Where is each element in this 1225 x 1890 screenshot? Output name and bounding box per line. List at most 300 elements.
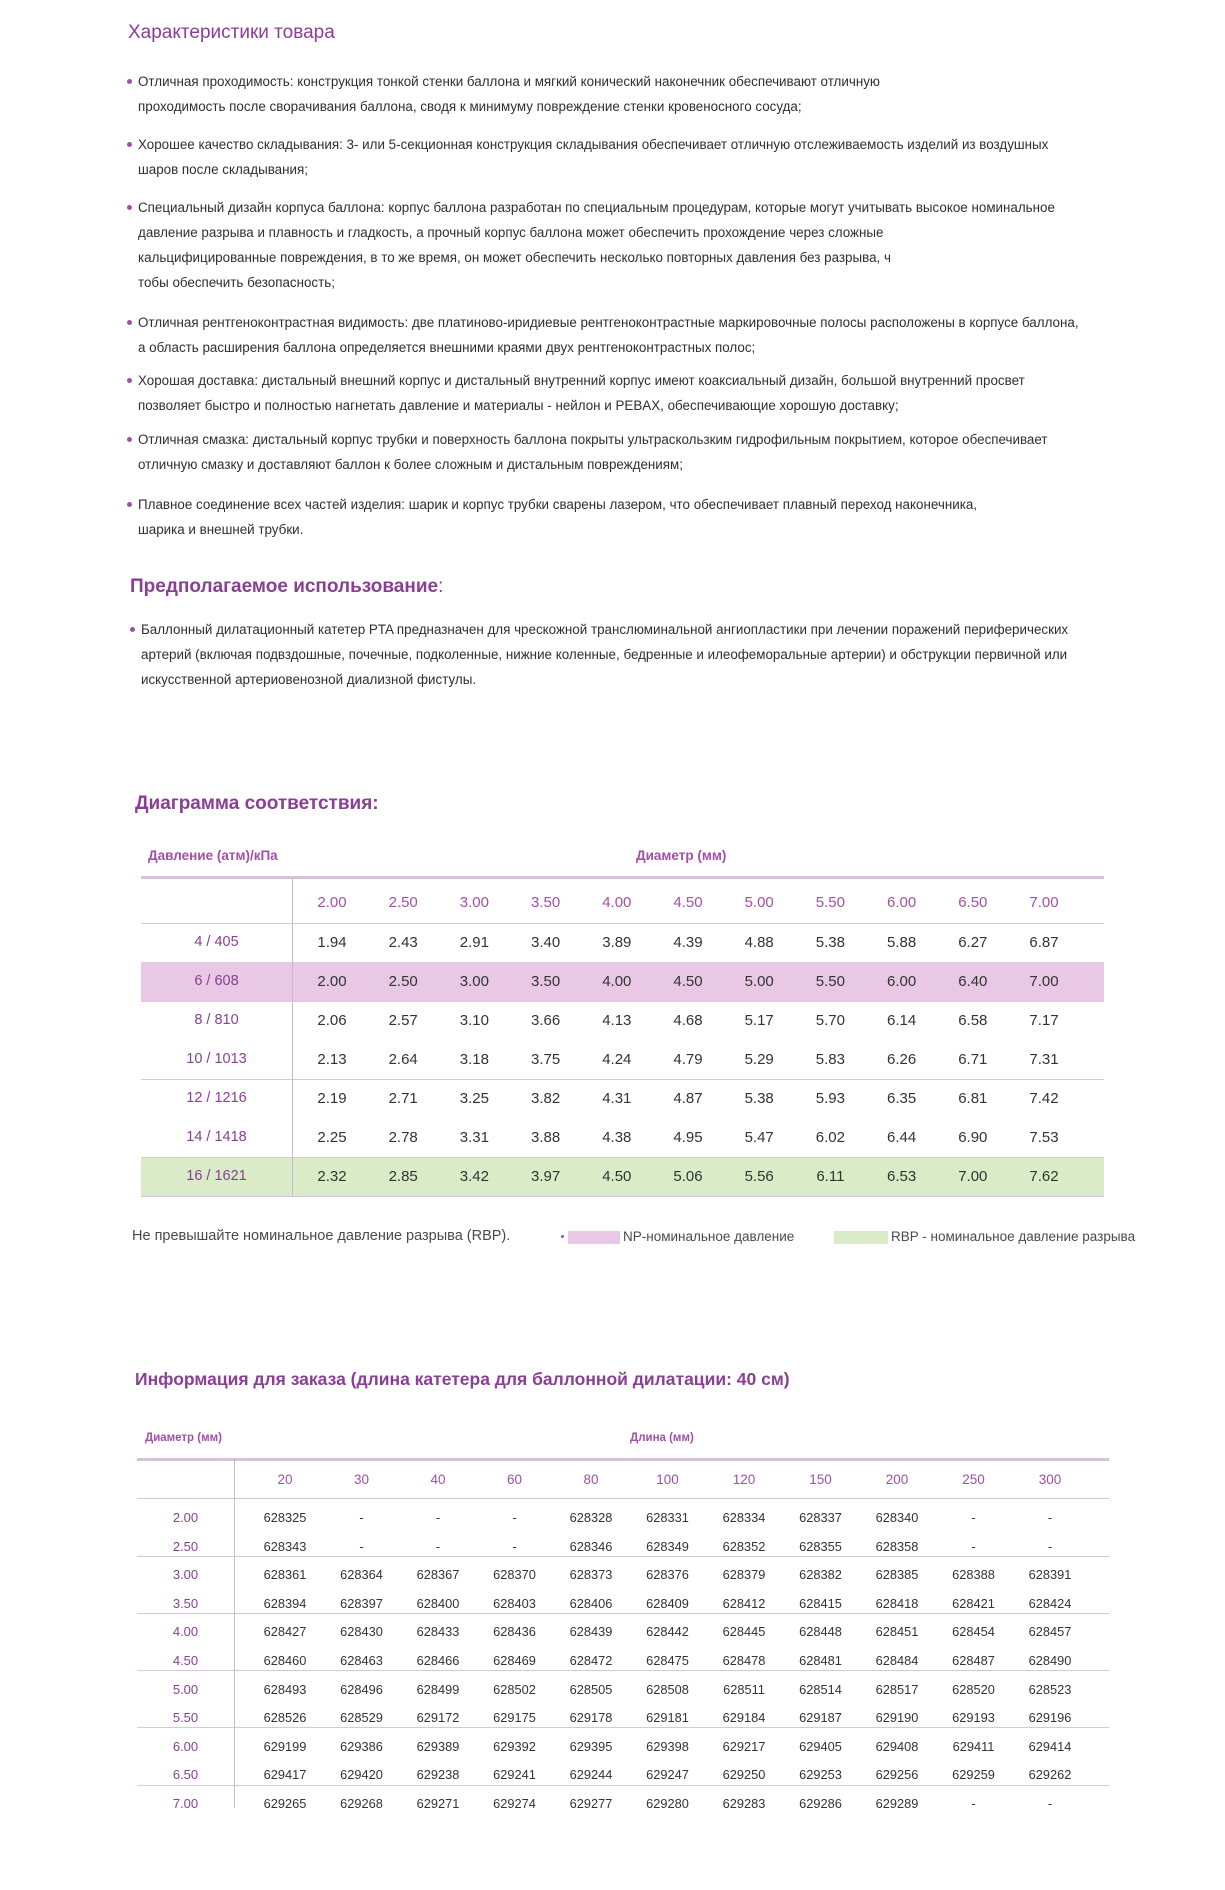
order-code: 628496 [340, 1681, 383, 1697]
compliance-value: 3.00 [459, 973, 489, 990]
order-code: 628487 [952, 1653, 995, 1668]
order-code: 628490 [1028, 1653, 1072, 1668]
compliance-table [141, 838, 1104, 1198]
compliance-value: 2.57 [388, 1012, 418, 1029]
length-header: 150 [809, 1472, 832, 1487]
intended-use-line: артерий (включая подвздошные, почечные, подколенные, нижние коленные, бедренные и илеофеморальные артерии) и обструкции первичной или [141, 647, 1068, 662]
order-code: 629175 [493, 1710, 536, 1726]
diameter-header: 2.50 [388, 894, 418, 911]
intended-use-line: Баллонный дилатационный катетер PTA предназначен для чрескожной транслюминальной ангиопластики при лечении поражений периферических [141, 622, 1069, 637]
bullet-dot [127, 502, 132, 507]
compliance-value: 6.87 [1029, 934, 1059, 951]
feature-bullet [138, 492, 977, 542]
bullet-dot [130, 627, 135, 632]
intended-use-colon: : [438, 576, 444, 597]
compliance-value: 5.56 [744, 1168, 774, 1185]
order-code: 628409 [646, 1595, 689, 1611]
order-code: 629178 [569, 1710, 613, 1726]
order-code: 628421 [952, 1595, 995, 1611]
compliance-value: 3.50 [530, 973, 561, 990]
compliance-value: 4.13 [602, 1012, 632, 1029]
compliance-value: 3.75 [530, 1051, 561, 1068]
feature-line: Отличная рентгеноконтрастная видимость: две платиново-иридиевые рентгеноконтрастные маркировочные полосы расположены в корпусе баллона, [138, 315, 1079, 330]
order-code: 628472 [569, 1653, 613, 1668]
np-swatch [568, 1231, 620, 1244]
order-code: 628430 [340, 1624, 383, 1640]
compliance-value: 5.93 [815, 1090, 845, 1107]
feature-line: Хорошая доставка: дистальный внешний корпус и дистальный внутренний корпус имеют коаксиальный дизайн, большой внутренний просвет [138, 373, 1025, 388]
pressure-cell: 12 / 1216 [186, 1090, 247, 1106]
order-code: 628334 [722, 1510, 766, 1525]
order-heading: Информация для заказа (длина катетера для баллонной дилатации: 40 см) [135, 1369, 790, 1389]
order-length-label: Длина (мм) [630, 1432, 694, 1444]
row-rule [137, 1556, 1109, 1557]
pressure-label: Давление (атм)/кПа [148, 848, 278, 863]
order-code: 628505 [569, 1681, 613, 1697]
feature-line: Хорошее качество складывания: 3- или 5-секционная конструкция складывания обеспечивает отличную отслеживаемость изделий из воздушных [138, 137, 1049, 152]
order-code: 629386 [340, 1738, 383, 1754]
order-code: 629280 [646, 1796, 689, 1811]
compliance-value: 4.95 [673, 1129, 703, 1146]
order-code: 629217 [722, 1738, 766, 1754]
length-header: 120 [732, 1472, 756, 1487]
table-top-rule [137, 1458, 1109, 1461]
order-code: 629259 [952, 1767, 995, 1783]
order-code: 628373 [569, 1567, 613, 1583]
compliance-value: 5.17 [744, 1012, 774, 1029]
feature-line: позволяет быстро и полностью нагнетать давление и материалы - нейлон и PEBAX, обеспечивающие хорошую доставку; [138, 398, 899, 413]
compliance-value: 7.42 [1029, 1090, 1059, 1107]
row-rule [137, 1785, 1109, 1786]
feature-bullet [138, 132, 1048, 182]
order-code: 629408 [875, 1738, 919, 1754]
order-code: 628349 [646, 1538, 689, 1554]
order-code: 628457 [1028, 1624, 1072, 1640]
length-header: 20 [277, 1472, 293, 1487]
compliance-value: 4.31 [602, 1090, 632, 1107]
compliance-value: 5.47 [744, 1129, 774, 1146]
order-code: 628454 [952, 1624, 995, 1640]
pressure-cell: 6 / 608 [194, 973, 239, 989]
feature-bullet [138, 69, 880, 119]
compliance-value: 5.38 [744, 1090, 774, 1107]
table-top-rule [141, 876, 1104, 879]
diameter-cell: 7.00 [172, 1796, 199, 1811]
rbp-note: Не превышайте номинальное давление разрыва (RBP). [132, 1228, 511, 1244]
order-code: - [512, 1510, 517, 1525]
order-code: 628370 [493, 1567, 536, 1583]
order-code: 629172 [416, 1710, 460, 1726]
length-header: 60 [506, 1472, 523, 1487]
feature-line: шарика и внешней трубки. [138, 522, 304, 537]
compliance-value: 5.83 [815, 1051, 845, 1068]
order-code: 628448 [799, 1624, 842, 1640]
compliance-value: 3.10 [459, 1012, 489, 1029]
order-code: - [971, 1796, 976, 1811]
compliance-value: 6.58 [958, 1012, 988, 1029]
compliance-value: 5.38 [815, 934, 845, 951]
diameter-header: 4.00 [602, 894, 632, 911]
compliance-value: 2.13 [317, 1051, 347, 1068]
order-code: - [1047, 1538, 1053, 1554]
row-rule [137, 1498, 1109, 1499]
order-code: 629398 [646, 1738, 689, 1754]
compliance-value: 6.44 [886, 1129, 917, 1146]
compliance-value: 5.70 [815, 1012, 845, 1029]
order-code: 629414 [1028, 1738, 1072, 1754]
order-code: 628382 [799, 1567, 842, 1583]
order-code: 629199 [263, 1738, 307, 1754]
bullet-dot [127, 437, 132, 442]
order-code: 628406 [569, 1595, 613, 1611]
compliance-value: 2.64 [388, 1051, 418, 1068]
compliance-value: 4.79 [673, 1051, 703, 1068]
compliance-value: 1.94 [317, 934, 347, 951]
feature-line: кальцифицированные повреждения, в то же время, он может обеспечить несколько повторных давления без разрыва, ч [138, 250, 891, 265]
feature-line: давление разрыва и плавность и гладкость, а прочный корпус баллона может обеспечить прохождение через сложные [138, 225, 884, 240]
bullet-dot [127, 378, 132, 383]
length-header: 30 [353, 1472, 370, 1487]
column-rule [292, 878, 293, 1196]
order-code: 628445 [722, 1624, 766, 1640]
row-rule [141, 923, 1104, 924]
order-code: 628418 [875, 1595, 919, 1611]
diameter-cell: 4.00 [172, 1624, 199, 1640]
order-code: 628478 [722, 1653, 766, 1668]
order-code: 628331 [646, 1510, 689, 1525]
order-code: 628343 [263, 1538, 307, 1554]
row-rule [141, 1157, 1104, 1158]
row-rule [141, 1079, 1104, 1080]
diameter-header: 6.50 [958, 894, 988, 911]
order-code: 629411 [952, 1738, 995, 1754]
diameter-header: 5.50 [815, 894, 845, 911]
compliance-value: 2.43 [388, 934, 418, 951]
order-code: 629253 [799, 1767, 842, 1783]
order-code: 628517 [875, 1681, 919, 1697]
diameter-cell: 6.00 [172, 1738, 199, 1754]
order-code: 629262 [1028, 1767, 1072, 1783]
bullet-dot [127, 79, 132, 84]
rbp-swatch [834, 1231, 888, 1244]
diameter-label: Диаметр (мм) [636, 848, 727, 863]
feature-line: Специальный дизайн корпуса баллона: корпус баллона разработан по специальным процедурам, которые могут учитывать высокое номинальное [138, 200, 1055, 215]
diameter-cell: 4.50 [172, 1653, 199, 1668]
order-code: 628394 [263, 1595, 307, 1611]
compliance-value: 7.00 [1029, 973, 1059, 990]
order-code: - [435, 1538, 441, 1554]
order-code: 628466 [416, 1653, 460, 1668]
compliance-value: 3.97 [530, 1168, 561, 1185]
pressure-cell: 16 / 1621 [186, 1168, 247, 1184]
order-code: 629187 [799, 1710, 842, 1726]
row-rule [137, 1613, 1109, 1614]
order-code: 629389 [416, 1738, 460, 1754]
order-code: 628364 [340, 1567, 383, 1583]
order-code: 629417 [263, 1767, 307, 1783]
compliance-value: 6.71 [958, 1051, 988, 1068]
order-code: 628460 [263, 1653, 307, 1668]
order-code: 629190 [875, 1710, 919, 1726]
order-code: - [971, 1538, 976, 1554]
order-code: 629238 [416, 1767, 460, 1783]
order-code: 628412 [722, 1595, 766, 1611]
diameter-cell: 5.00 [172, 1681, 199, 1697]
order-code: 628439 [569, 1624, 613, 1640]
bullet-dot [127, 320, 132, 325]
order-code: 628346 [569, 1538, 613, 1554]
compliance-value: 4.00 [602, 973, 632, 990]
order-code: 629193 [952, 1710, 995, 1726]
compliance-value: 2.85 [388, 1168, 418, 1185]
compliance-value: 3.66 [530, 1012, 561, 1029]
diameter-header: 3.50 [530, 894, 561, 911]
order-code: 628526 [263, 1710, 307, 1726]
feature-bullet [138, 368, 1025, 418]
order-code: 628508 [646, 1681, 689, 1697]
compliance-value: 2.19 [317, 1090, 347, 1107]
row-rule [141, 1001, 1104, 1002]
order-code: - [971, 1510, 976, 1525]
order-code: 629244 [569, 1767, 613, 1783]
order-code: 629392 [493, 1738, 536, 1754]
compliance-value: 2.32 [317, 1168, 347, 1185]
bullet-dot [127, 205, 132, 210]
compliance-value: 6.53 [886, 1168, 917, 1185]
order-code: 628502 [493, 1681, 536, 1697]
column-rule [234, 1458, 235, 1808]
length-header: 200 [885, 1472, 909, 1487]
features-heading: Характеристики товара [128, 22, 335, 43]
order-code: 628325 [263, 1510, 307, 1525]
order-code: 628376 [646, 1567, 689, 1583]
order-code: 629271 [416, 1796, 460, 1811]
order-code: 629241 [493, 1767, 536, 1783]
compliance-value: 5.29 [744, 1051, 774, 1068]
order-code: 628361 [263, 1567, 307, 1583]
compliance-value: 3.82 [530, 1090, 561, 1107]
pressure-cell: 10 / 1013 [186, 1051, 247, 1067]
pressure-cell: 4 / 405 [194, 934, 239, 950]
length-header: 250 [962, 1472, 985, 1487]
compliance-value: 4.87 [673, 1090, 703, 1107]
order-code: 629256 [875, 1767, 919, 1783]
order-code: 628442 [646, 1624, 689, 1640]
order-code: 628469 [493, 1653, 536, 1668]
diameter-header: 4.50 [673, 894, 703, 911]
compliance-value: 2.78 [388, 1129, 418, 1146]
feature-line: Плавное соединение всех частей изделия: шарик и корпус трубки сварены лазером, что обеспечивает плавный переход наконечника, [138, 497, 978, 512]
intended-use-line: искусственной артериовенозной диализной фистулы. [141, 672, 477, 687]
order-code: 628529 [340, 1710, 383, 1726]
diameter-header: 2.00 [317, 894, 347, 911]
order-code: 629250 [722, 1767, 766, 1783]
order-code: 628337 [799, 1510, 842, 1525]
compliance-value: 5.00 [744, 973, 774, 990]
feature-line: отличную смазку и доставляют баллон к более сложным и дистальным повреждениям; [138, 457, 683, 472]
diameter-header: 6.00 [886, 894, 917, 911]
compliance-value: 6.35 [886, 1090, 917, 1107]
order-code: 628352 [722, 1538, 766, 1554]
compliance-value: 4.68 [673, 1012, 703, 1029]
diameter-header: 5.00 [744, 894, 774, 911]
order-code: 628358 [875, 1538, 919, 1554]
feature-line: шаров после складывания; [138, 162, 308, 177]
compliance-value: 6.27 [958, 934, 988, 951]
compliance-value: 6.90 [958, 1129, 988, 1146]
compliance-value: 4.24 [602, 1051, 632, 1068]
legend-dot [561, 1235, 564, 1238]
order-code: 628427 [263, 1624, 307, 1640]
order-diameter-label: Диаметр (мм) [145, 1432, 222, 1444]
diameter-cell: 3.50 [172, 1595, 199, 1611]
row-rule [137, 1670, 1109, 1671]
diameter-cell: 5.50 [172, 1710, 199, 1726]
compliance-value: 2.91 [459, 934, 489, 951]
bullet-dot [127, 142, 132, 147]
order-code: 629283 [722, 1796, 766, 1811]
order-code: 629277 [569, 1796, 613, 1811]
compliance-value: 5.88 [886, 934, 917, 951]
order-code: 629274 [493, 1796, 536, 1811]
order-code: 628514 [799, 1681, 842, 1697]
order-code: 628415 [799, 1595, 842, 1611]
compliance-value: 6.26 [886, 1051, 917, 1068]
order-code: - [1047, 1796, 1053, 1811]
order-code: 629196 [1028, 1710, 1072, 1726]
rbp-legend-label: RBP - номинальное давление разрыва [891, 1229, 1136, 1244]
compliance-value: 3.42 [459, 1168, 489, 1185]
order-code: 628484 [875, 1653, 919, 1668]
row-rule [141, 1196, 1104, 1197]
order-code: 628451 [875, 1624, 919, 1640]
compliance-value: 2.25 [317, 1129, 347, 1146]
diameter-cell: 2.50 [172, 1538, 199, 1554]
compliance-value: 7.31 [1029, 1051, 1059, 1068]
feature-bullet [138, 195, 1055, 295]
order-code: 628328 [569, 1510, 613, 1525]
pressure-cell: 14 / 1418 [186, 1129, 247, 1145]
feature-bullet [138, 310, 1079, 360]
compliance-value: 7.62 [1029, 1168, 1059, 1185]
intended-use-bullet [141, 617, 1068, 692]
compliance-value: 3.88 [530, 1129, 561, 1146]
order-code: 629181 [646, 1710, 689, 1726]
diameter-header: 7.00 [1029, 894, 1059, 911]
compliance-value: 3.40 [530, 934, 561, 951]
compliance-value: 6.40 [958, 973, 988, 990]
compliance-value: 4.50 [673, 973, 703, 990]
compliance-heading: Диаграмма соответствия: [135, 793, 379, 814]
order-code: 628367 [416, 1567, 460, 1583]
compliance-value: 2.00 [317, 973, 347, 990]
order-code: - [435, 1510, 441, 1525]
intended-use-heading [130, 576, 443, 598]
diameter-header: 3.00 [459, 894, 489, 911]
order-code: 629286 [799, 1796, 842, 1811]
compliance-value: 6.11 [816, 1168, 845, 1185]
compliance-value: 4.39 [673, 934, 703, 951]
compliance-value: 3.31 [459, 1129, 489, 1146]
compliance-value: 3.25 [459, 1090, 489, 1107]
order-code: 628520 [952, 1681, 995, 1697]
order-code: 629268 [340, 1796, 383, 1811]
compliance-value: 4.38 [602, 1129, 632, 1146]
order-code: 629420 [340, 1767, 383, 1783]
order-code: 628355 [799, 1538, 842, 1554]
compliance-value: 7.00 [958, 1168, 988, 1185]
length-header: 300 [1038, 1472, 1062, 1487]
order-code: 628433 [416, 1624, 460, 1640]
order-code: 628340 [875, 1510, 919, 1525]
order-code: 628385 [875, 1567, 919, 1583]
compliance-value: 5.06 [673, 1168, 703, 1185]
compliance-value: 4.50 [602, 1168, 632, 1185]
order-code: 628388 [952, 1567, 995, 1583]
compliance-value: 2.71 [388, 1090, 418, 1107]
order-code: 628424 [1028, 1595, 1072, 1611]
compliance-value: 7.53 [1029, 1129, 1059, 1146]
order-code: 628403 [493, 1595, 536, 1611]
order-code: 629395 [569, 1738, 613, 1754]
feature-line: проходимость после сворачивания баллона, сводя к минимуму повреждение стенки кровеносного сосуда; [138, 99, 802, 114]
diameter-cell: 3.00 [172, 1567, 199, 1583]
compliance-value: 6.02 [815, 1129, 845, 1146]
compliance-value: 6.00 [886, 973, 917, 990]
order-code: - [359, 1538, 364, 1554]
order-code: 629184 [722, 1710, 766, 1726]
length-header: 80 [583, 1472, 599, 1487]
order-code: - [1047, 1510, 1053, 1525]
order-code: 628499 [416, 1681, 460, 1697]
compliance-value: 6.14 [886, 1012, 917, 1029]
diameter-cell: 2.00 [172, 1510, 199, 1525]
order-code: 628391 [1028, 1567, 1072, 1583]
order-code: 628436 [493, 1624, 536, 1640]
intended-use-title: Предполагаемое использование [130, 576, 439, 597]
order-code: 628463 [340, 1653, 383, 1668]
order-code: - [359, 1510, 364, 1525]
compliance-value: 3.89 [602, 934, 632, 951]
order-code: 628511 [723, 1681, 765, 1697]
order-code: 628379 [722, 1567, 766, 1583]
order-code: 629405 [799, 1738, 842, 1754]
compliance-value: 7.17 [1029, 1012, 1059, 1029]
pressure-cell: 8 / 810 [194, 1012, 239, 1028]
length-header: 100 [656, 1472, 679, 1487]
diameter-cell: 6.50 [172, 1767, 199, 1783]
order-code: 628523 [1028, 1681, 1072, 1697]
np-legend-label: NP-номинальное давление [623, 1229, 795, 1244]
order-code: - [512, 1538, 517, 1554]
order-code: 629265 [263, 1796, 307, 1811]
compliance-value: 5.50 [815, 973, 845, 990]
row-rule [137, 1727, 1109, 1728]
order-code: 628493 [263, 1681, 307, 1697]
compliance-value: 2.50 [388, 973, 418, 990]
order-code: 628397 [340, 1595, 383, 1611]
length-header: 40 [430, 1472, 446, 1487]
order-code: 628481 [799, 1653, 842, 1668]
feature-line: а область расширения баллона определяется внешними краями двух рентгеноконтрастных полос; [138, 340, 756, 355]
feature-line: тобы обеспечить безопасность; [138, 275, 335, 290]
order-table [137, 1426, 1109, 1810]
order-code: 628475 [646, 1653, 689, 1668]
order-code: 629247 [646, 1767, 689, 1783]
compliance-value: 4.88 [744, 934, 774, 951]
order-code: 628400 [416, 1595, 460, 1611]
order-code: 629289 [875, 1796, 919, 1811]
